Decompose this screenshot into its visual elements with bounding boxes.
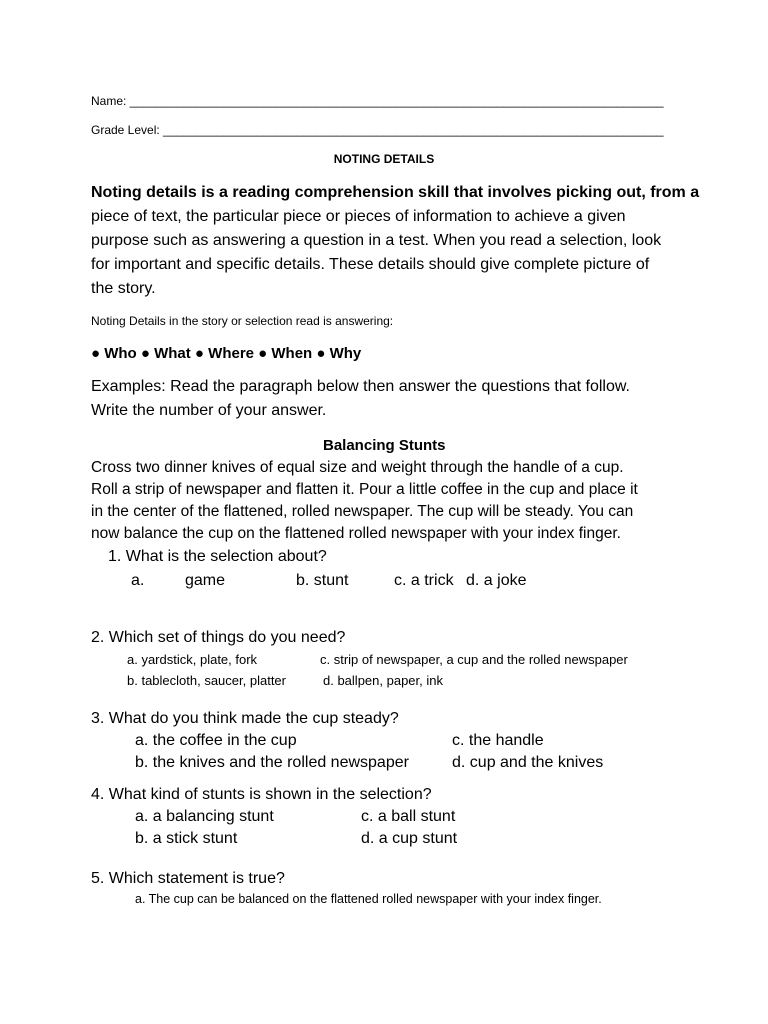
question-2: 2. Which set of things do you need? [91,629,346,646]
story-line: now balance the cup on the flattened rolled newspaper with your index finger. [91,525,621,542]
q1-option-d: d. a joke [466,572,527,589]
q4-option-b: b. a stick stunt [135,830,238,847]
question-3: 3. What do you think made the cup steady? [91,710,399,727]
question-4: 4. What kind of stunts is shown in the selection? [91,786,432,803]
answering-line: Noting Details in the story or selection read is answering: [91,314,394,328]
story-line: Roll a strip of newspaper and flatten it. Pour a little coffee in the cup and place it [91,481,638,498]
q3-option-a: a. the coffee in the cup [135,732,297,749]
story-title: Balancing Stunts [323,437,446,454]
q3-option-b: b. the knives and the rolled newspaper [135,754,409,771]
grade-level-field-label: Grade Level: ___________________________________________________________________________ [91,123,664,137]
q4-option-c: c. a ball stunt [361,808,456,825]
intro-line: for important and specific details. These details should give complete picture of [91,256,650,273]
q3-option-d: d. cup and the knives [452,754,604,771]
q2-option-a: a. yardstick, plate, fork [127,652,258,667]
examples-line: Examples: Read the paragraph below then answer the questions that follow. [91,378,630,395]
q2-option-b: b. tablecloth, saucer, platter [127,673,286,688]
intro-bold-lead: Noting details is a reading comprehension skill that involves picking out, from a [91,184,700,201]
page-title: NOTING DETAILS [333,152,435,166]
intro-line: purpose such as answering a question in a test. When you read a selection, look [91,232,662,249]
q4-option-d: d. a cup stunt [361,830,458,847]
examples-line: Write the number of your answer. [91,402,327,419]
q2-option-c: c. strip of newspaper, a cup and the rolled newspaper [320,652,628,667]
question-1: 1. What is the selection about? [108,548,327,565]
q3-option-c: c. the handle [452,732,544,749]
q1-option-c: c. a trick [394,572,454,589]
question-5: 5. Which statement is true? [91,870,285,887]
q4-option-a: a. a balancing stunt [135,808,274,825]
q1-option-a-letter: a. [131,572,145,589]
q2-option-d: d. ballpen, paper, ink [323,673,443,688]
story-line: Cross two dinner knives of equal size and weight through the handle of a cup. [91,459,624,476]
q5-option-a: a. The cup can be balanced on the flattened rolled newspaper with your index finger. [135,892,602,906]
q1-option-a-text: game [185,572,226,589]
story-line: in the center of the flattened, rolled newspaper. The cup will be steady. You can [91,503,634,520]
wh-questions-line: ● Who ● What ● Where ● When ● Why [91,345,362,362]
intro-line: piece of text, the particular piece or pieces of information to achieve a given [91,208,626,225]
name-field-label: Name: ________________________________________________________________________________ [91,94,664,108]
q1-option-b: b. stunt [296,572,349,589]
intro-line: the story. [91,280,156,297]
